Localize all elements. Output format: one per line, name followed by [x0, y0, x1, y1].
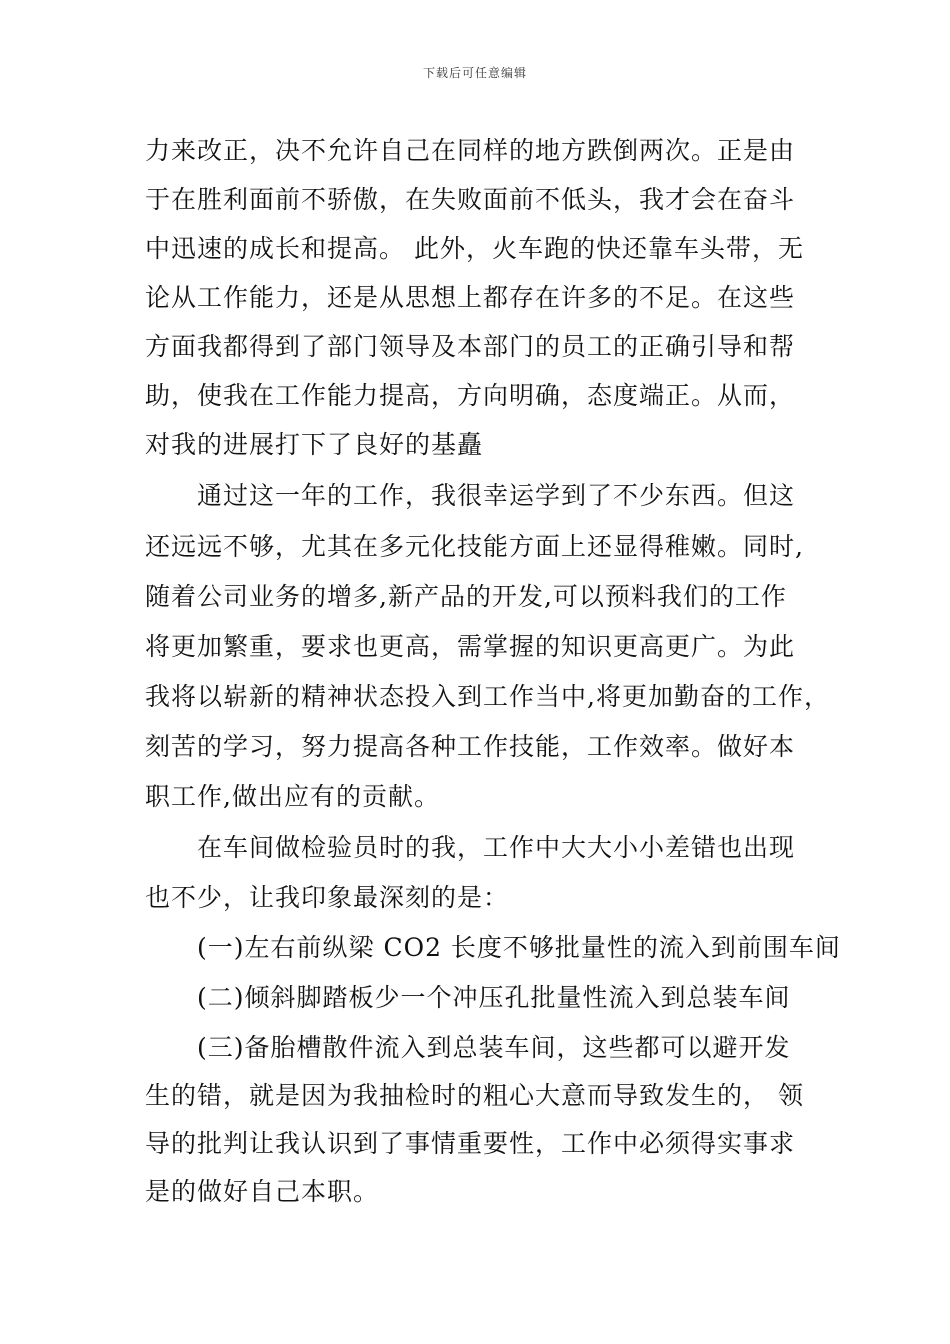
text-line: 方面我都得到了部门领导及本部门的员工的正确引导和帮 — [145, 332, 796, 361]
text-line: 通过这一年的工作，我很幸运学到了不少东西。但这 — [197, 481, 796, 510]
text-line: 刻苦的学习，努力提高各种工作技能，工作效率。做好本 — [145, 732, 796, 761]
text-line: 力来改正，决不允许自己在同样的地方跌倒两次。正是由 — [145, 136, 796, 165]
text-line: 对我的进展打下了良好的基矗 — [145, 430, 484, 459]
text-line: 助，使我在工作能力提高，方向明确，态度端正。从而， — [145, 381, 796, 410]
page-header: 下载后可任意编辑 — [422, 66, 527, 80]
text-line: 也不少，让我印象最深刻的是： — [145, 883, 510, 912]
text-line: (一)左右前纵梁 CO2 长度不够批量性的流入到前围车间 — [197, 933, 841, 962]
text-line: 还远远不够，尤其在多元化技能方面上还显得稚嫩。同时, — [145, 532, 804, 561]
text-line: 是的做好自己本职。 — [145, 1177, 380, 1206]
text-line: 论从工作能力，还是从思想上都存在许多的不足。在这些 — [145, 283, 796, 312]
text-line: 生的错，就是因为我抽检时的粗心大意而导致发生的， 领 — [145, 1081, 804, 1110]
text-line: 于在胜利面前不骄傲，在失败面前不低头，我才会在奋斗 — [145, 185, 796, 214]
text-line: 将更加繁重，要求也更高，需掌握的知识更高更广。为此 — [145, 632, 796, 661]
text-line: (三)备胎槽散件流入到总装车间，这些都可以避开发 — [197, 1033, 791, 1062]
text-line: 职工作,做出应有的贡献。 — [145, 782, 440, 811]
text-line: 导的批判让我认识到了事情重要性，工作中必须得实事求 — [145, 1129, 796, 1158]
text-line: 我将以崭新的精神状态投入到工作当中,将更加勤奋的工作， — [145, 682, 830, 711]
text-line: 在车间做检验员时的我，工作中大大小小差错也出现 — [197, 833, 796, 862]
text-line: 中迅速的成长和提高。 此外，火车跑的快还靠车头带，无 — [145, 234, 804, 263]
text-line: 随着公司业务的增多,新产品的开发,可以预料我们的工作 — [145, 582, 787, 611]
text-line: (二)倾斜脚踏板少一个冲压孔批量性流入到总装车间 — [197, 983, 791, 1012]
